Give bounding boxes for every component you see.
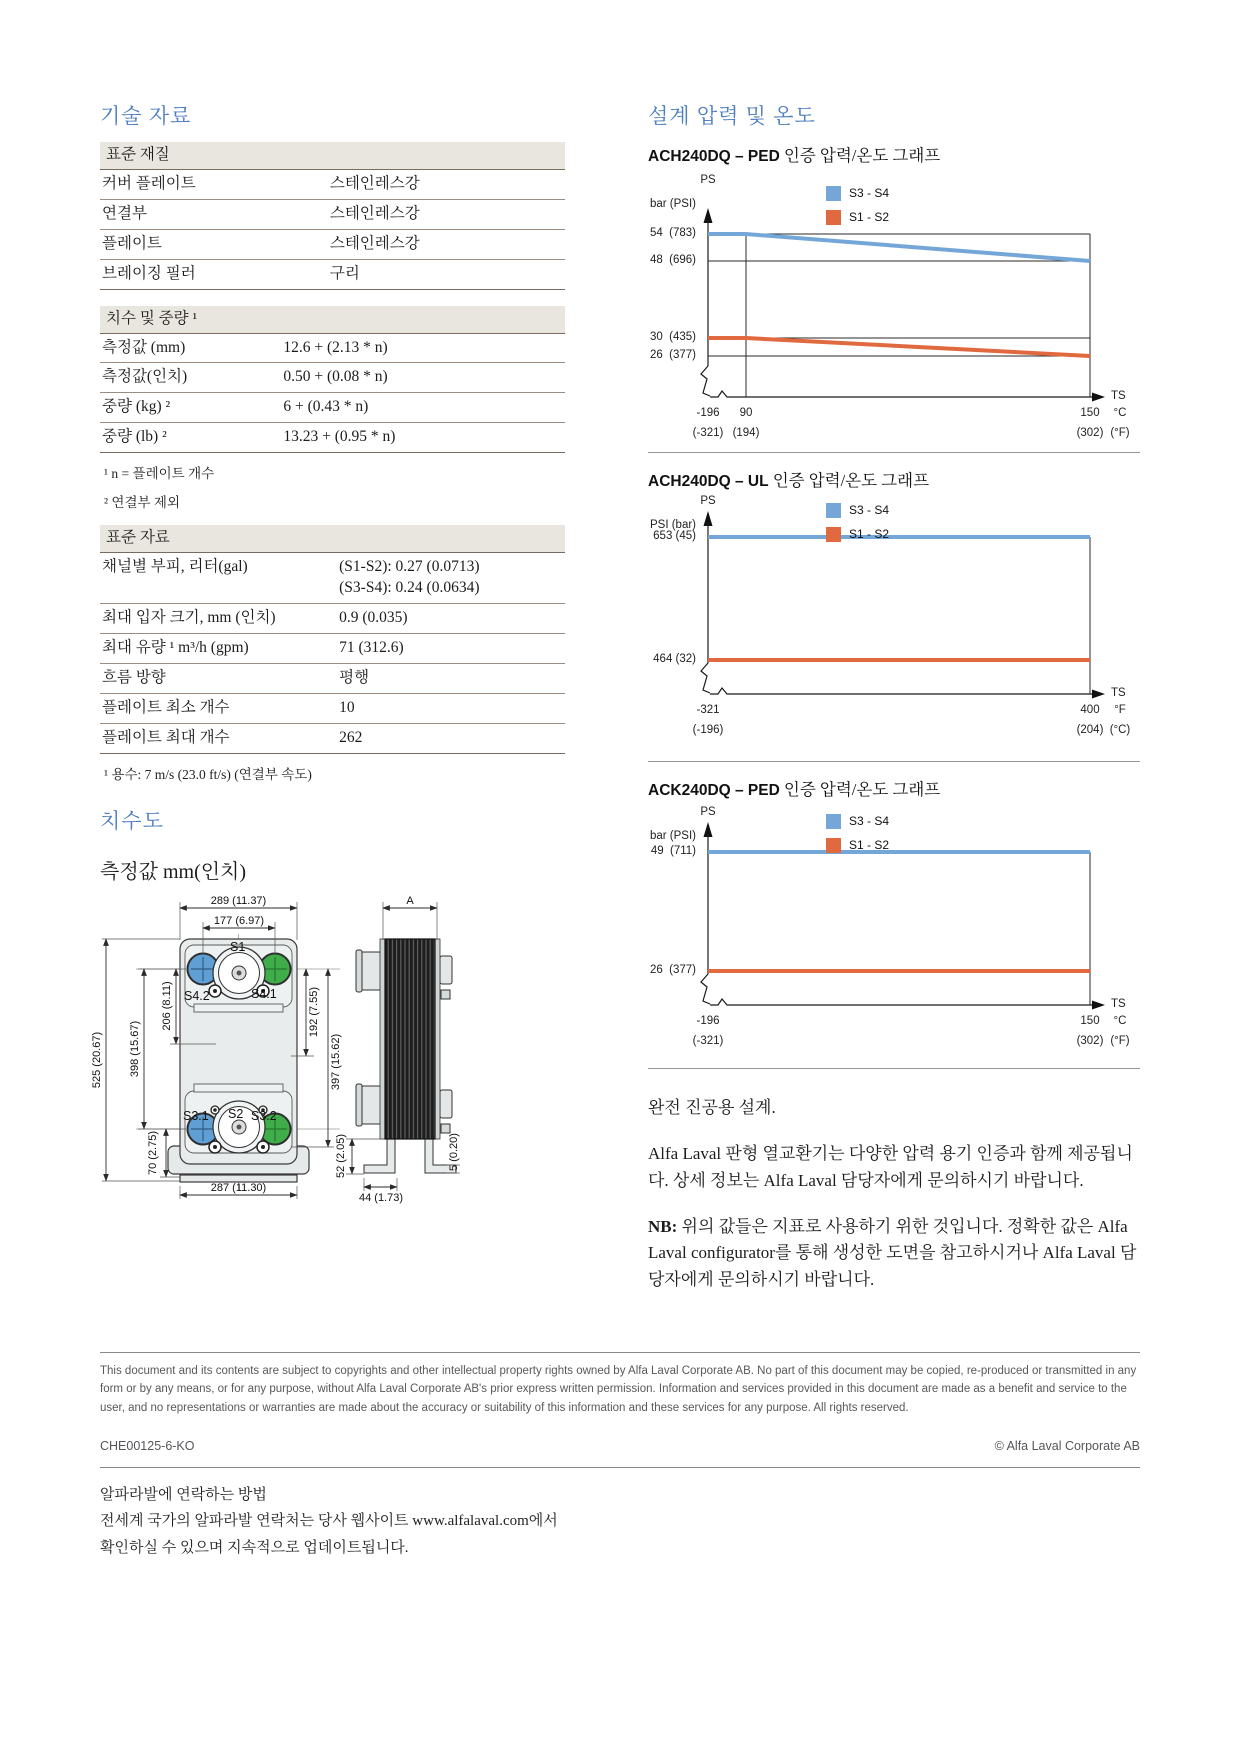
cell-value: 평행 <box>337 663 565 693</box>
side-connection-top-right <box>440 956 452 984</box>
x-tick: 150 <box>1080 407 1100 419</box>
cell-value: 0.9 (0.035) <box>337 603 565 633</box>
cell-value: 10 <box>337 693 565 723</box>
legend-label: S3 - S4 <box>849 814 890 828</box>
cell-label: 최대 입자 크기, mm (인치) <box>100 603 337 633</box>
x-axis-label: TS <box>1111 390 1126 402</box>
x-tick-alt: (302) <box>1076 427 1104 439</box>
table-row <box>100 633 565 663</box>
footnote-excl-connections: ² 연결부 제외 <box>104 495 181 511</box>
chart1-title-model: ACH240DQ – PED <box>648 148 780 165</box>
dim-206: 206 (8.11) <box>161 980 173 1031</box>
x-tick-alt: (-321) <box>692 427 724 439</box>
x-axis-unit-alt: (°C) <box>1109 724 1131 736</box>
y-axis-label: PS <box>700 495 716 507</box>
cell-label: 측정값(인치) <box>100 363 281 393</box>
table-row <box>100 723 565 753</box>
chart3-title-rest: 인증 압력/온도 그래프 <box>779 780 941 799</box>
nb-text: 위의 값들은 지표로 사용하기 위한 것입니다. 정확한 값은 Alfa Laval configurator를 통해 생성한 도면을 참고하시거나 Alfa Laval 담당자에게 문의하시기 바랍니다. <box>648 1217 1137 1289</box>
nb-paragraph <box>648 1214 1140 1293</box>
section-divider <box>648 761 1140 762</box>
chart-ack240dq-ped <box>648 804 1140 1056</box>
y-tick: 26 (377) <box>649 349 696 361</box>
standard-table-header: 표준 자료 <box>100 525 565 552</box>
table-row <box>100 693 565 723</box>
table-row <box>100 199 565 229</box>
cell-label: 플레이트 <box>100 229 328 259</box>
y-axis-label: PS <box>700 174 716 186</box>
y-axis-unit: PSI (bar) <box>649 519 696 531</box>
value-line-2: (S3-S4): 0.24 (0.0634) <box>339 579 480 597</box>
side-view <box>356 939 456 1173</box>
legend-label: S1 - S2 <box>849 838 890 852</box>
table-row <box>100 663 565 693</box>
cell-value <box>337 553 565 604</box>
cell-value: 13.23 + (0.95 * n) <box>281 423 565 453</box>
x-axis-unit-alt: (°F) <box>1110 427 1130 439</box>
dim-287: 287 (11.30) <box>210 1181 267 1194</box>
dim-177: 177 (6.97) <box>213 914 265 927</box>
front-view <box>168 939 309 1182</box>
port-label-s42: S4.2 <box>184 988 210 1003</box>
cell-value: 0.50 + (0.08 * n) <box>281 363 565 393</box>
cell-label: 흐름 방향 <box>100 663 337 693</box>
vacuum-note: 완전 진공용 설계. <box>648 1098 776 1117</box>
x-axis-label: TS <box>1111 998 1126 1010</box>
document-code: CHE00125-6-KO <box>100 1439 195 1454</box>
nb-label: NB: <box>648 1217 678 1237</box>
left-column <box>91 100 565 1211</box>
chart1-canvas <box>648 170 1140 442</box>
legal-text: This document and its contents are subject to copyrights and other intellectual property rights owned by Alfa Laval Corporate AB. No part of this document may be copied, re-produced or transmitted in any form or by any means, or for any purpose, without Alfa Laval Corporate AB's prior express written permission. Information and services provided in this document are made as a benefit and service to the user, and no representations or warranties are made about the accuracy or suitability of this information and these services for any purpose. All rights reserved. <box>100 1352 1140 1417</box>
cell-label: 중량 (kg) ² <box>100 393 281 423</box>
cell-label: 플레이트 최대 개수 <box>100 723 337 753</box>
table-row <box>100 363 565 393</box>
axis-break <box>701 974 710 1004</box>
x-tick: 150 <box>1080 1015 1100 1027</box>
side-connection-cap <box>356 950 362 992</box>
y-axis-unit: bar (PSI) <box>649 198 696 210</box>
right-column <box>648 100 1140 1293</box>
contact-line-1: 전세계 국가의 알파라발 연락처는 당사 웹사이트 www.alfalaval.com에서 <box>100 1513 558 1530</box>
legend-swatch-s3-s4 <box>826 503 841 518</box>
y-tick: 26 (377) <box>649 964 696 976</box>
table-row <box>100 553 565 604</box>
stud-bolt <box>441 1124 450 1133</box>
dim-398: 398 (15.67) <box>129 1020 141 1077</box>
contact-block <box>100 1467 1140 1561</box>
stud-bolt <box>441 990 450 999</box>
cell-label: 채널별 부피, 리터(gal) <box>100 553 337 604</box>
legend-swatch-s1-s2 <box>826 210 841 225</box>
end-plate-right <box>435 939 440 1139</box>
side-connection-bottom-right <box>440 1090 452 1118</box>
y-tick: 464 (32) <box>653 653 696 665</box>
dim-289: 289 (11.37) <box>210 894 267 907</box>
s3-s4-line <box>708 234 1090 261</box>
x-axis-unit: °C <box>1113 1015 1127 1027</box>
cell-label: 중량 (lb) ² <box>100 423 281 453</box>
dimension-drawing-heading: 치수도 <box>100 808 164 833</box>
plate-pack <box>385 939 435 1139</box>
top-panel-tab <box>194 1004 283 1012</box>
x-tick-alt: (-321) <box>692 1035 724 1047</box>
certification-paragraph: Alfa Laval 판형 열교환기는 다양한 압력 용기 인증과 함께 제공됩니다. 상세 정보는 Alfa Laval 담당자에게 문의하시기 바랍니다. <box>648 1144 1133 1190</box>
y-tick: 49 (711) <box>650 845 696 857</box>
cell-value: 71 (312.6) <box>337 633 565 663</box>
page-footer <box>100 1352 1140 1561</box>
port-label-s32: S3.2 <box>251 1108 277 1123</box>
x-tick: -196 <box>696 1015 720 1027</box>
drawing-subtitle: 측정값 mm(인치) <box>100 860 247 883</box>
x-tick-alt: (204) <box>1076 724 1104 736</box>
chart2-title-rest: 인증 압력/온도 그래프 <box>768 471 930 490</box>
standard-data-table <box>100 525 565 753</box>
table-row <box>100 333 565 363</box>
chart-ach240dq-ul <box>648 495 1140 745</box>
mounting-foot-left <box>364 1139 395 1173</box>
chart3-title-model: ACK240DQ – PED <box>648 782 780 799</box>
legend-label: S3 - S4 <box>849 186 890 200</box>
cell-label: 최대 유량 ¹ m³/h (gpm) <box>100 633 337 663</box>
legend-label: S3 - S4 <box>849 503 890 517</box>
port-label-s41: S4.1 <box>251 986 277 1001</box>
x-axis-unit: °F <box>1114 704 1126 716</box>
dim-70: 70 (2.75) <box>147 1130 159 1175</box>
footnote-plate-count: ¹ n = 플레이트 개수 <box>104 466 215 482</box>
legend-swatch-s3-s4 <box>826 814 841 829</box>
value-line-1: (S1-S2): 0.27 (0.0713) <box>339 558 480 576</box>
materials-table <box>100 142 565 290</box>
dim-44: 44 (1.73) <box>358 1191 404 1204</box>
x-axis-arrow <box>1092 1001 1105 1010</box>
dimensions-weight-table <box>100 306 565 454</box>
legend-label: S1 - S2 <box>849 527 890 541</box>
tech-data-heading: 기술 자료 <box>100 104 192 128</box>
y-tick: 54 (783) <box>649 227 696 239</box>
chart2-title <box>648 467 1140 491</box>
design-pressure-heading: 설계 압력 및 온도 <box>648 104 816 128</box>
chart1-title-rest: 인증 압력/온도 그래프 <box>779 146 941 165</box>
table-row <box>100 259 565 289</box>
copyright: © Alfa Laval Corporate AB <box>994 1439 1140 1454</box>
cell-label: 브레이징 필러 <box>100 259 328 289</box>
y-tick: 653 (45) <box>653 530 696 542</box>
chart2-title-model: ACH240DQ – UL <box>648 473 769 490</box>
dimension-drawing <box>88 894 565 1211</box>
cell-value: 262 <box>337 723 565 753</box>
table-row <box>100 423 565 453</box>
table-row <box>100 393 565 423</box>
contact-title: 알파라발에 연락하는 방법 <box>100 1487 267 1504</box>
x-tick: 90 <box>739 407 753 419</box>
y-axis-label: PS <box>700 806 716 818</box>
side-connection-top-left <box>360 952 381 990</box>
x-tick: 400 <box>1080 704 1100 716</box>
axis-break <box>701 366 710 396</box>
port-label-s31: S3.1 <box>183 1108 209 1123</box>
cell-label: 연결부 <box>100 199 328 229</box>
end-plate-left <box>380 939 385 1139</box>
side-connection-bottom-left <box>360 1086 381 1124</box>
chart-ach240dq-ped <box>648 170 1140 442</box>
footnote-water-velocity: ¹ 용수: 7 m/s (23.0 ft/s) (연결부 속도) <box>104 766 312 782</box>
heat-exchanger-drawing <box>88 894 460 1206</box>
bottom-panel-tab <box>194 1084 283 1092</box>
x-tick-alt: (302) <box>1076 1035 1104 1047</box>
foot-strip <box>180 1175 297 1182</box>
cell-value: 스테인레스강 <box>328 199 565 229</box>
x-tick-alt: (-196) <box>692 724 724 736</box>
y-tick: 48 (696) <box>649 254 696 266</box>
table-row <box>100 603 565 633</box>
dim-525: 525 (20.67) <box>91 1031 103 1088</box>
table-row <box>100 229 565 259</box>
cell-value: 스테인레스강 <box>328 169 565 199</box>
document-info-row <box>100 1439 1140 1453</box>
x-tick-alt: (194) <box>732 427 760 439</box>
chart3-title <box>648 776 1140 800</box>
cell-value: 12.6 + (2.13 * n) <box>281 333 565 363</box>
materials-table-header: 표준 재질 <box>100 142 565 169</box>
x-axis-unit: °C <box>1113 407 1127 419</box>
x-axis-arrow <box>1092 690 1105 699</box>
port-label-s1: S1 <box>230 939 246 954</box>
dim-192: 192 (7.55) <box>308 986 320 1037</box>
x-tick: -196 <box>696 407 720 419</box>
section-divider <box>648 452 1140 453</box>
legend-label: S1 - S2 <box>849 210 890 224</box>
table-row <box>100 169 565 199</box>
dim-A: A <box>406 894 414 907</box>
dim-52: 52 (2.05) <box>335 1133 347 1178</box>
contact-line-2: 확인하실 수 있으며 지속적으로 업데이트됩니다. <box>100 1539 409 1556</box>
y-axis-unit: bar (PSI) <box>649 830 696 842</box>
x-axis-label: TS <box>1111 687 1126 699</box>
cell-label: 커버 플레이트 <box>100 169 328 199</box>
port-label-s2: S2 <box>228 1106 244 1121</box>
dim-5: 5 (0.20) <box>448 1132 460 1171</box>
section-divider <box>648 1068 1140 1069</box>
side-connection-cap <box>356 1084 362 1126</box>
y-tick: 30 (435) <box>649 331 696 343</box>
legend-swatch-s1-s2 <box>826 838 841 853</box>
dim-397: 397 (15.62) <box>330 1033 342 1090</box>
x-tick: -321 <box>696 704 720 716</box>
chart1-title <box>648 142 1140 166</box>
x-axis-unit-alt: (°F) <box>1110 1035 1130 1047</box>
cell-value: 6 + (0.43 * n) <box>281 393 565 423</box>
cell-value: 스테인레스강 <box>328 229 565 259</box>
dimensions-table-header: 치수 및 중량 ¹ <box>100 306 565 333</box>
s1-s2-line <box>708 338 1090 356</box>
cell-label: 플레이트 최소 개수 <box>100 693 337 723</box>
cell-value: 구리 <box>328 259 565 289</box>
legend-swatch-s1-s2 <box>826 527 841 542</box>
axis-break <box>701 663 710 693</box>
legend-swatch-s3-s4 <box>826 186 841 201</box>
x-axis-arrow <box>1092 393 1105 402</box>
cell-label: 측정값 (mm) <box>100 333 281 363</box>
